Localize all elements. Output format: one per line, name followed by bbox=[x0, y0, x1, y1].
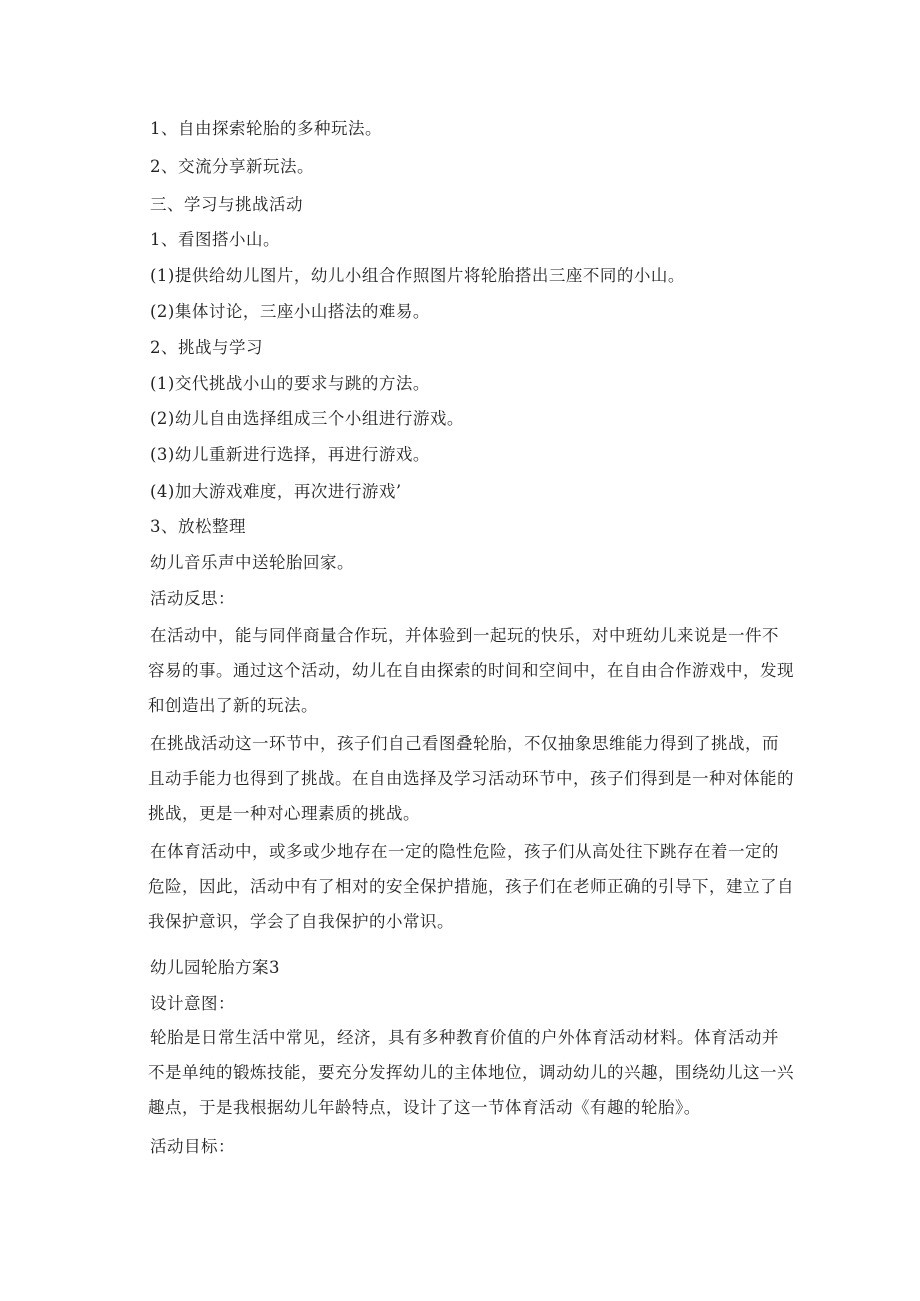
paragraph-line: 和创造出了新的玩法。 bbox=[148, 696, 318, 715]
sub-item-increase-difficulty: (4)加大游戏难度，再次进行游戏’ bbox=[150, 482, 402, 501]
heading-activity-goals: 活动目标： bbox=[150, 1137, 235, 1156]
reflection-paragraph-2 bbox=[148, 726, 794, 831]
paragraph-line: 且动手能力也得到了挑战。在自由选择及学习活动环节中，孩子们得到是一种对体能的 bbox=[148, 769, 794, 788]
paragraph-line: 在体育活动中，或多或少地存在一定的隐性危险，孩子们从高处往下跳存在着一定的 bbox=[150, 842, 779, 861]
paragraph-line: 容易的事。通过这个活动，幼儿在自由探索的时间和空间中，在自由合作游戏中，发现 bbox=[148, 661, 794, 680]
paragraph-line: 趣点，于是我根据幼儿年龄特点，设计了这一节体育活动《有趣的轮胎》。 bbox=[148, 1098, 701, 1117]
paragraph-line: 在活动中，能与同伴商量合作玩，并体验到一起玩的快乐，对中班幼儿来说是一件不 bbox=[150, 626, 779, 645]
reflection-paragraph-1 bbox=[148, 618, 794, 723]
sub-item-choose-groups: (2)幼儿自由选择组成三个小组进行游戏。 bbox=[150, 409, 464, 428]
paragraph-line: 危险，因此，活动中有了相对的安全保护措施，孩子们在老师正确的引导下，建立了自 bbox=[148, 877, 794, 896]
list-item-share: 2、交流分享新玩法。 bbox=[150, 157, 314, 176]
paragraph-line: 不是单纯的锻炼技能，要充分发挥幼儿的主体地位，调动幼儿的兴趣，围绕幼儿这一兴 bbox=[148, 1063, 794, 1082]
paragraph-line: 挑战，更是一种对心理素质的挑战。 bbox=[148, 804, 420, 823]
heading-design-intent: 设计意图： bbox=[150, 994, 235, 1013]
design-paragraph bbox=[148, 1020, 794, 1125]
reflection-paragraph-3 bbox=[148, 834, 794, 939]
paragraph-line: 在挑战活动这一环节中，孩子们自己看图叠轮胎，不仅抽象思维能力得到了挑战，而 bbox=[150, 734, 779, 753]
heading-reflection: 活动反思： bbox=[150, 589, 235, 608]
list-item-relax: 3、放松整理 bbox=[150, 517, 246, 536]
sub-item-discuss: (2)集体讨论，三座小山搭法的难易。 bbox=[150, 302, 430, 321]
section-heading-challenge: 三、学习与挑战活动 bbox=[150, 195, 303, 214]
paragraph-line: 轮胎是日常生活中常见，经济，具有多种教育价值的户外体育活动材料。体育活动并 bbox=[150, 1028, 779, 1047]
text-send-tires-home: 幼儿音乐声中送轮胎回家。 bbox=[150, 553, 354, 572]
paragraph-line: 我保护意识，学会了自我保护的小常识。 bbox=[148, 912, 454, 931]
section-title: 幼儿园轮胎方案3 bbox=[150, 958, 280, 977]
sub-item-requirements: (1)交代挑战小山的要求与跳的方法。 bbox=[150, 374, 430, 393]
list-item-free-explore: 1、自由探索轮胎的多种玩法。 bbox=[150, 119, 382, 138]
sub-item-provide-pictures: (1)提供给幼儿图片，幼儿小组合作照图片将轮胎搭出三座不同的小山。 bbox=[150, 266, 685, 285]
sub-item-reselect: (3)幼儿重新进行选择，再进行游戏。 bbox=[150, 445, 430, 464]
list-item-look-build: 1、看图搭小山。 bbox=[150, 230, 280, 249]
list-item-challenge-learn: 2、挑战与学习 bbox=[150, 338, 263, 357]
